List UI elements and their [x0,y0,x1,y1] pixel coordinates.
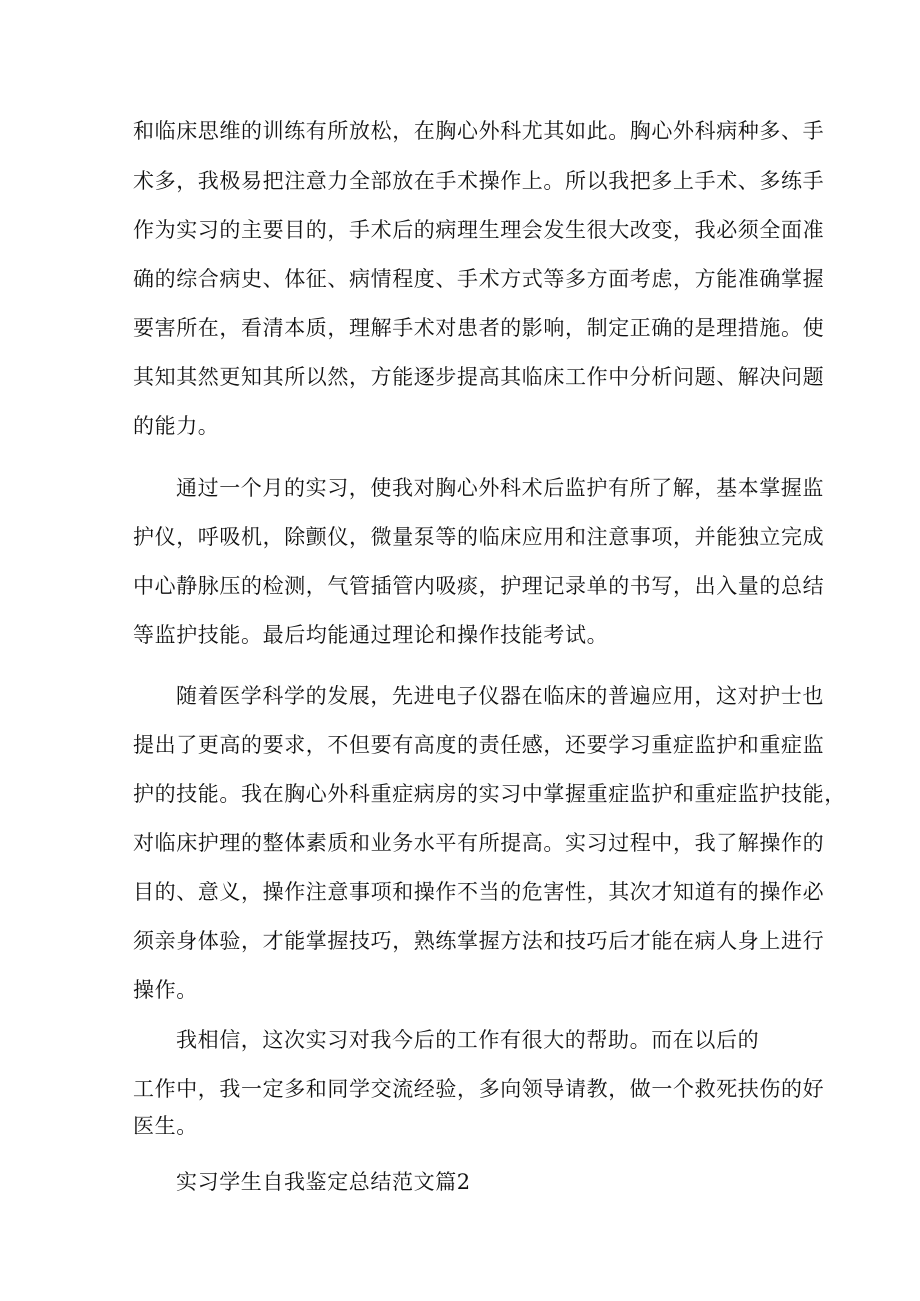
paragraph-4-line-1: 我相信，这次实习对我今后的工作有很大的帮助。而在以后的 [176,1028,760,1052]
paragraph-2-line-2: 护仪，呼吸机，除颤仪，微量泵等的临床应用和注意事项，并能独立完成 [133,525,825,549]
paragraph-3-line-1: 随着医学科学的发展，先进电子仪器在临床的普遍应用，这对护士也 [176,684,824,708]
paragraph-3-line-3: 护的技能。我在胸心外科重症病房的实习中掌握重症监护和重症监护技能， [133,782,846,806]
paragraph-1-line-1: 和临床思维的训练有所放松，在胸心外科尤其如此。胸心外科病种多、手 [133,119,825,143]
paragraph-4-line-2: 工作中，我一定多和同学交流经验，多向领导请教，做一个救死扶伤的好 [133,1077,825,1101]
paragraph-3-line-2: 提出了更高的要求，不但要有高度的责任感，还要学习重症监护和重症监 [133,733,825,757]
paragraph-4-line-3: 医生。 [133,1114,198,1138]
paragraph-1-line-7: 的能力。 [133,414,220,438]
paragraph-1-line-5: 要害所在，看清本质，理解手术对患者的影响，制定正确的是理措施。使 [133,316,825,340]
paragraph-3-line-5: 目的、意义，操作注意事项和操作不当的危害性，其次才知道有的操作必 [133,880,825,904]
paragraph-1-line-6: 其知其然更知其所以然，方能逐步提高其临床工作中分析问题、解决问题 [133,365,825,389]
paragraph-2-line-4: 等监护技能。最后均能通过理论和操作技能考试。 [133,623,609,647]
paragraph-1-line-2: 术多，我极易把注意力全部放在手术操作上。所以我把多上手术、多练手 [133,169,825,193]
paragraph-2-line-1: 通过一个月的实习，使我对胸心外科术后监护有所了解，基本掌握监 [176,476,824,500]
paragraph-3-line-4: 对临床护理的整体素质和业务水平有所提高。实习过程中，我了解操作的 [133,831,825,855]
paragraph-3-line-6: 须亲身体验，才能掌握技巧，熟练掌握方法和技巧后才能在病人身上进行 [133,929,825,953]
paragraph-2-line-3: 中心静脉压的检测，气管插管内吸痰，护理记录单的书写，出入量的总结 [133,574,825,598]
paragraph-1-line-4: 确的综合病史、体征、病情程度、手术方式等多方面考虑，方能准确掌握 [133,267,825,291]
section-heading: 实习学生自我鉴定总结范文篇2 [176,1170,471,1194]
paragraph-3-line-7: 操作。 [133,978,198,1002]
paragraph-1-line-3: 作为实习的主要目的，手术后的病理生理会发生很大改变，我必须全面准 [133,218,825,242]
